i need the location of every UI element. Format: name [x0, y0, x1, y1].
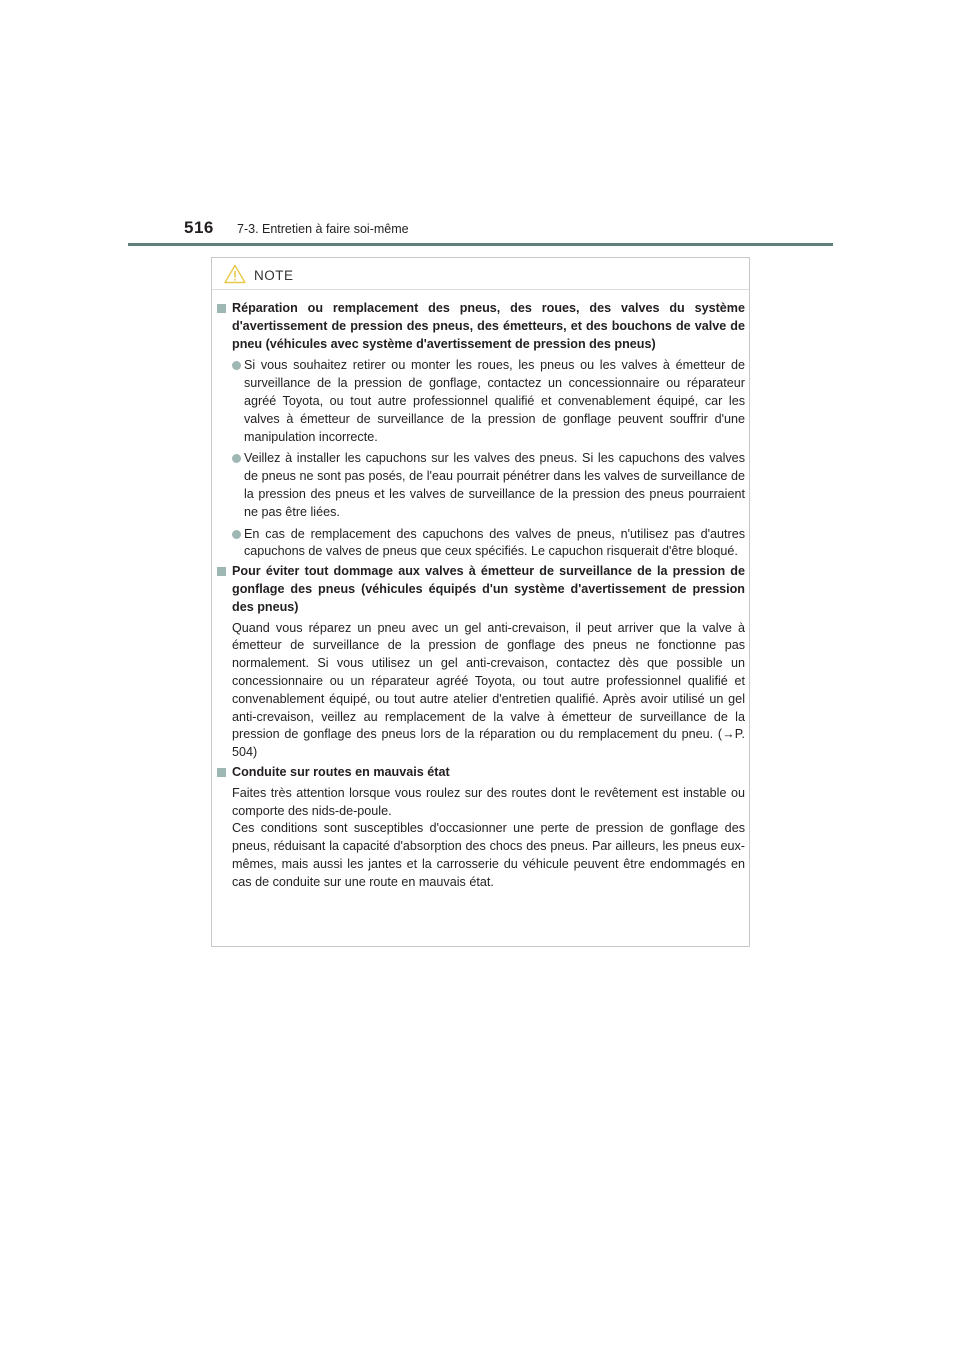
list-item-text: Veillez à installer les capuchons sur les valves des pneus. Si les capuchons des valves de pneus ne sont pas posés, de l'eau pourrait pénétrer dans les valves de surveillance de la pression des pneus et les valves de surveillance de la pression des pneus pourraient ne pas être liées. [244, 451, 745, 519]
note-topic [217, 300, 745, 561]
topic-title: Réparation ou remplacement des pneus, des roues, des valves du système d'avertissement de pression des pneus, des émetteurs, et des bouchons de valve de pneu (véhicules avec système d'avertissement de pression des pneus) [232, 301, 745, 351]
circle-bullet-icon [232, 530, 241, 539]
circle-bullet-icon [232, 361, 241, 370]
list-item [232, 526, 745, 562]
note-label: NOTE [254, 268, 294, 283]
note-topic [217, 764, 745, 892]
list-item [232, 357, 745, 446]
topic-title: Pour éviter tout dommage aux valves à émetteur de surveillance de la pression de gonflage des pneus (véhicules équipés d'un système d'avertissement de pression des pneus) [232, 564, 745, 614]
page-number: 516 [184, 218, 214, 237]
topic-paragraph [232, 785, 745, 892]
square-bullet-icon [217, 768, 226, 777]
note-header-rule [212, 289, 749, 290]
paragraph-line: Faites très attention lorsque vous roulez sur des routes dont le revêtement est instable ou comporte des nids-de-poule. [232, 785, 745, 818]
topic-title: Conduite sur routes en mauvais état [232, 764, 450, 779]
topic-paragraph: Quand vous réparez un pneu avec un gel anti-crevaison, il peut arriver que la valve à émetteur de surveillance de la pression de gonflage des pneus ne fonctionne pas normalement. Si vous utilisez un gel anti-crevaison, contactez dès que possible un concessionnaire ou un réparateur agréé Toyota, ou tout autre professionnel qualifié et convenablement équipé, ou tout autre atelier d'entretien qualifié. Après avoir utilisé un gel anti-crevaison, veillez au remplacement de la valve à émetteur de surveillance de la pression de gonflage des pneus lors de la réparation ou du remplacement du pneu. (→P. 504) [232, 620, 745, 760]
square-bullet-icon [217, 567, 226, 576]
list-item-text: Si vous souhaitez retirer ou monter les roues, les pneus ou les valves à émetteur de surveillance de la pression de gonflage, contactez un concessionnaire ou réparateur agréé Toyota, ou tout autre professionnel qualifié et convenablement équipé, car les valves à émetteur de surveillance de la pression de gonflage peuvent souffrir d'une manipulation incorrecte. [244, 358, 745, 444]
list-item [232, 450, 745, 521]
circle-bullet-icon [232, 454, 241, 463]
header-rule [128, 243, 833, 246]
note-box [211, 257, 750, 947]
section-title: 7-3. Entretien à faire soi-même [237, 222, 409, 236]
paragraph-line: Ces conditions sont susceptibles d'occasionner une perte de pression de gonflage des pneus, réduisant la capacité d'absorption des chocs des pneus. Par ailleurs, les pneus eux-mêmes, mais aussi les jantes et la carrosserie du véhicule peuvent être endommagés en cas de conduite sur une route en mauvais état. [232, 821, 745, 889]
list-item-text: En cas de remplacement des capuchons des valves de pneus, n'utilisez pas d'autres capuchons de valves de pneus que ceux spécifiés. Le capuchon risquerait d'être bloqué. [244, 526, 745, 559]
square-bullet-icon [217, 304, 226, 313]
warning-triangle-icon [224, 264, 246, 284]
note-content [217, 300, 745, 892]
note-topic [217, 563, 745, 762]
